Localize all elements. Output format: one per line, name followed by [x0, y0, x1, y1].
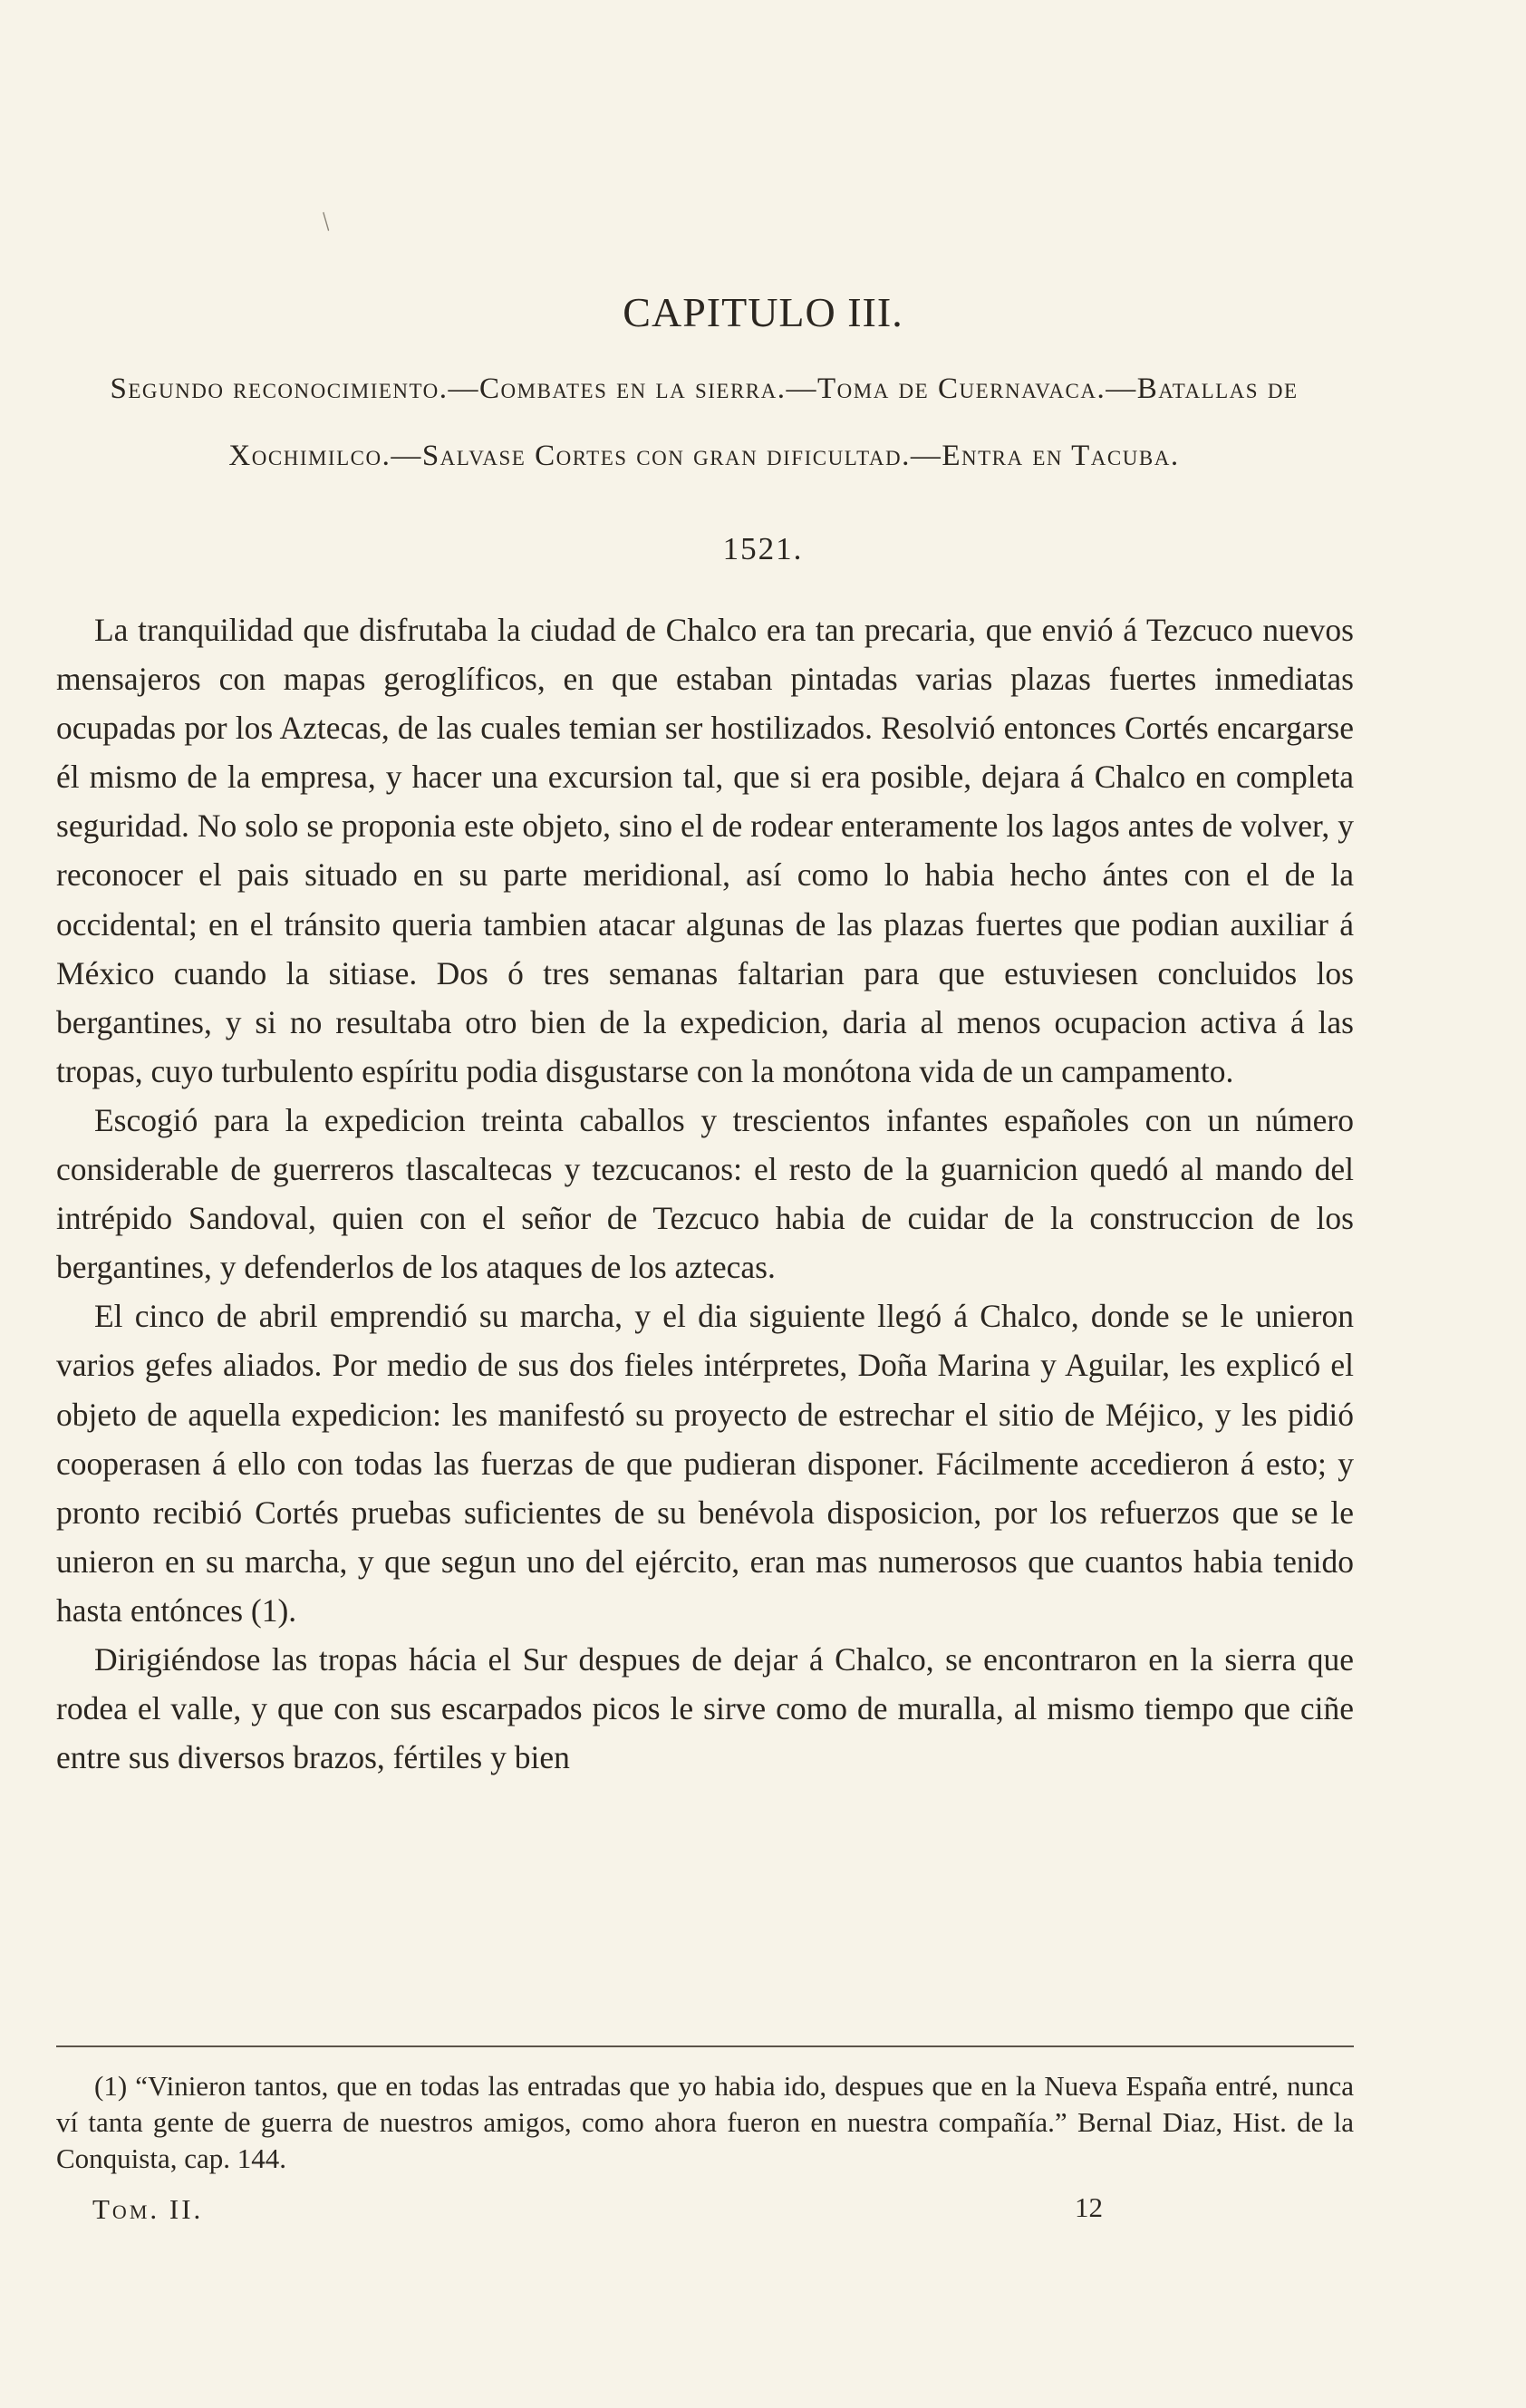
footnote-text: (1) “Vinieron tantos, que en todas las entradas que yo habia ido, despues que en la Nueva España entré, nunca ví tanta gente de guerra de nuestros amigos, como ahora fueron en nuestra compañía.” Bernal Diaz, Hist. de la Conquista, cap. 144.	[56, 2070, 1354, 2174]
page-number: 12	[1075, 2191, 1103, 2223]
chapter-year: 1521.	[722, 531, 804, 566]
paragraph: La tranquilidad que disfrutaba la ciudad de Chalco era tan precaria, que envió á Tezcuco nuevos mensajeros con mapas geroglíficos, en que estaban pintadas varias plazas fuertes inmediatas ocupadas por los Aztecas, de las cuales temian ser hostilizados. Resolvió entonces Cortés encargarse él mismo de la empresa, y hacer una excursion tal, que si era posible, dejara á Chalco en completa seguridad. No solo se proponia este objeto, sino el de rodear enteramente los lagos antes de volver, y reconocer el pais situado en su parte meridional, así como lo habia hecho ántes con el de la occidental; en el tránsito queria tambien atacar algunas de las plazas fuertes que podian auxiliar á México cuando la sitiase. Dos ó tres semanas faltarian para que estuviesen concluidos los bergantines, y si no resultaba otro bien de la expedicion, daria al menos ocupacion activa á las tropas, cuyo turbulento espíritu podia disgustarse con la monótona vida de un campamento.	[56, 612, 1354, 1089]
stray-mark: /	[314, 207, 338, 237]
chapter-title: CAPITULO III.	[623, 289, 903, 335]
signature-mark: Tom. II.	[92, 2193, 204, 2225]
paragraph: Escogió para la expedicion treinta caballos y trescientos infantes españoles con un número considerable de guerreros tlascaltecas y tezcucanos: el resto de la guarnicion quedó al mando del intrépido Sandoval, quien con el señor de Tezcuco habia de cuidar de la construccion de los bergantines, y defenderlos de los ataques de los aztecas.	[56, 1101, 1354, 1286]
body-text	[56, 605, 1354, 1782]
footnote-divider	[56, 2045, 1354, 2047]
paragraph: Dirigiéndose las tropas hácia el Sur despues de dejar á Chalco, se encontraron en la sierra que rodea el valle, y que con sus escarpados picos le sirve como de muralla, al mismo tiempo que ciñe entre sus diversos brazos, fértiles y bien	[56, 1640, 1354, 1776]
footnote	[56, 2068, 1354, 2177]
chapter-summary: Segundo reconocimiento.—Combates en la sierra.—Toma de Cuernavaca.—Batallas de Xochimilco.—Salvase Cortes con gran dificultad.—Entra en Tacuba.	[110, 372, 1299, 472]
paragraph: El cinco de abril emprendió su marcha, y el dia siguiente llegó á Chalco, donde se le unieron varios gefes aliados. Por medio de sus dos fieles intérpretes, Doña Marina y Aguilar, les explicó el objeto de aquella expedicion: les manifestó su proyecto de estrechar el sitio de Méjico, y les pidió cooperasen á ello con todas las fuerzas de que pudieran disponer. Fácilmente accedieron á esto; y pronto recibió Cortés pruebas suficientes de su benévola disposicion, por los refuerzos que se le unieron en su marcha, y que segun uno del ejército, eran mas numerosos que cuantos habia tenido hasta entónces (1).	[56, 1298, 1354, 1629]
